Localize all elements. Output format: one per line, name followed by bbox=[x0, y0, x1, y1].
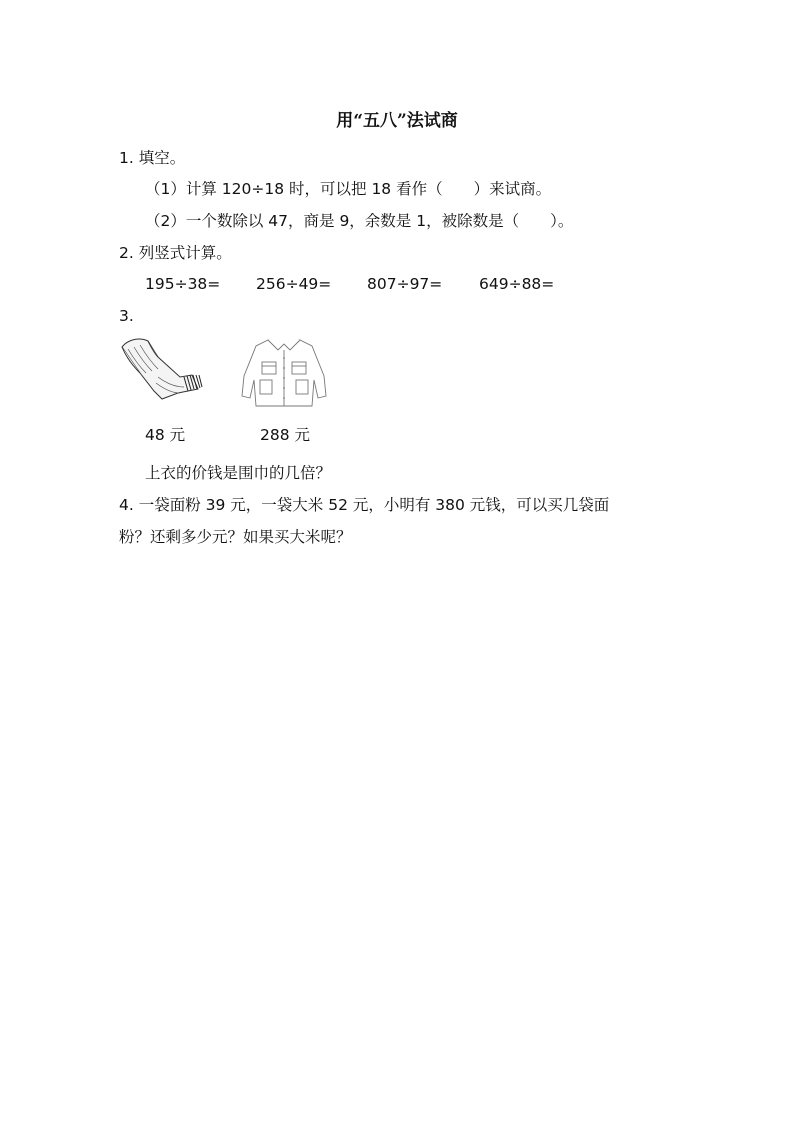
question-1-label: 1. 填空。 bbox=[119, 149, 186, 167]
scarf-icon bbox=[118, 333, 204, 405]
question-3-text: 上衣的价钱是围巾的几倍？ bbox=[145, 464, 332, 482]
question-1-item-1: （1）计算 120÷18 时，可以把 18 看作（ ）来试商。 bbox=[145, 180, 552, 198]
calc-expression: 195÷38= bbox=[145, 275, 221, 293]
question-3-label: 3. bbox=[119, 307, 134, 325]
question-4-line-1: 4. 一袋面粉 39 元，一袋大米 52 元，小明有 380 元钱，可以买几袋面 bbox=[119, 496, 610, 514]
calc-expression: 807÷97= bbox=[367, 275, 443, 293]
question-2-label: 2. 列竖式计算。 bbox=[119, 244, 232, 262]
calc-expression: 256÷49= bbox=[256, 275, 332, 293]
shirt-icon bbox=[238, 336, 330, 408]
scarf-price: 48 元 bbox=[145, 426, 186, 444]
question-4-line-2: 粉？还剩多少元？如果买大米呢？ bbox=[119, 528, 352, 546]
calc-expression: 649÷88= bbox=[479, 275, 555, 293]
question-1-item-2: （2）一个数除以 47，商是 9，余数是 1，被除数是（ ）。 bbox=[145, 212, 574, 230]
shirt-price: 288 元 bbox=[260, 426, 311, 444]
page-title: 用“五八”法试商 bbox=[336, 111, 458, 131]
